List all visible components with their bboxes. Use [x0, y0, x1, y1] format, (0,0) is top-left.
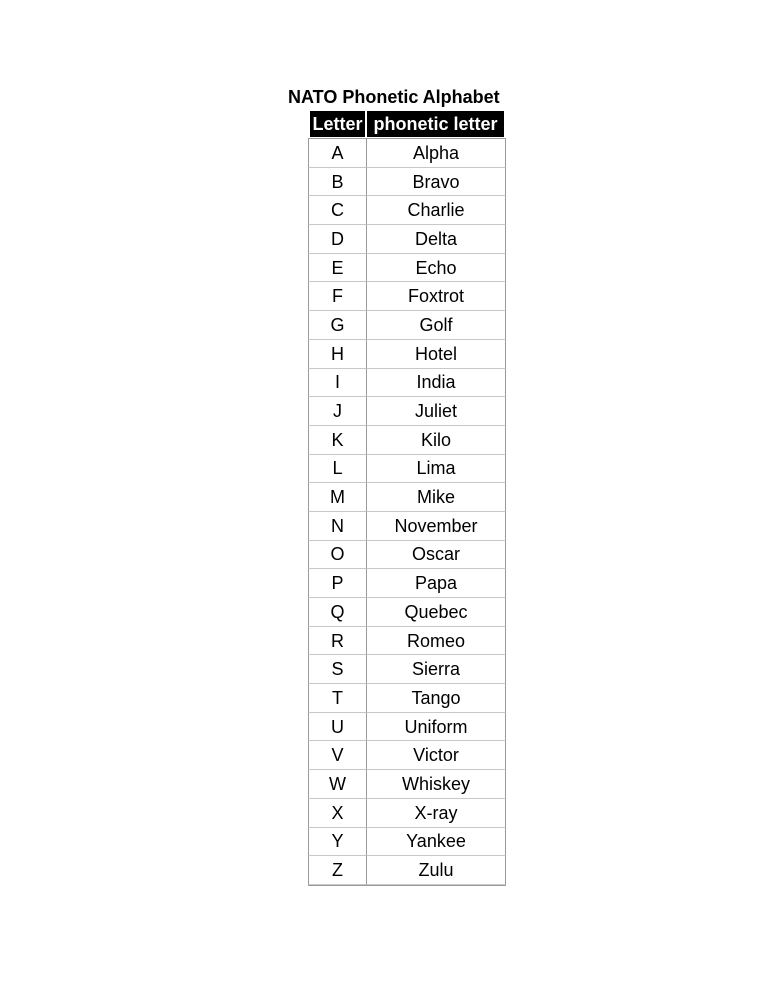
- table-row: [308, 455, 506, 484]
- phonetic-word-cell: X-ray: [367, 799, 506, 828]
- letter-cell: D: [308, 225, 367, 254]
- letter-cell: G: [308, 311, 367, 340]
- table-row: [308, 168, 506, 197]
- letter-cell: H: [308, 340, 367, 369]
- phonetic-word-cell: Foxtrot: [367, 282, 506, 311]
- table-row: [308, 541, 506, 570]
- letter-cell: S: [308, 655, 367, 684]
- table-row: [308, 139, 506, 168]
- phonetic-word-cell: Hotel: [367, 340, 506, 369]
- table-row: [308, 856, 506, 885]
- phonetic-word-cell: Delta: [367, 225, 506, 254]
- letter-cell: K: [308, 426, 367, 455]
- table-row: [308, 254, 506, 283]
- table-row: [308, 483, 506, 512]
- letter-cell: F: [308, 282, 367, 311]
- phonetic-word-cell: November: [367, 512, 506, 541]
- letter-cell: E: [308, 254, 367, 283]
- phonetic-word-cell: Echo: [367, 254, 506, 283]
- letter-cell: Y: [308, 828, 367, 857]
- letter-cell: R: [308, 627, 367, 656]
- table-row: [308, 282, 506, 311]
- letter-cell: V: [308, 741, 367, 770]
- phonetic-word-cell: Juliet: [367, 397, 506, 426]
- letter-cell: X: [308, 799, 367, 828]
- table-row: [308, 655, 506, 684]
- letter-cell: T: [308, 684, 367, 713]
- phonetic-word-cell: Tango: [367, 684, 506, 713]
- letter-cell: O: [308, 541, 367, 570]
- table-row: [308, 369, 506, 398]
- letter-cell: I: [308, 369, 367, 398]
- letter-cell: W: [308, 770, 367, 799]
- table-row: [308, 598, 506, 627]
- letter-cell: U: [308, 713, 367, 742]
- phonetic-word-cell: Mike: [367, 483, 506, 512]
- phonetic-word-cell: Kilo: [367, 426, 506, 455]
- table-body: [308, 138, 506, 886]
- letter-cell: C: [308, 196, 367, 225]
- table-row: [308, 426, 506, 455]
- phonetic-word-cell: Whiskey: [367, 770, 506, 799]
- table-row: [308, 713, 506, 742]
- table-row: [308, 512, 506, 541]
- phonetic-alphabet-table: [308, 110, 506, 886]
- phonetic-word-cell: Alpha: [367, 139, 506, 168]
- table-row: [308, 799, 506, 828]
- letter-cell: L: [308, 455, 367, 484]
- header-letter: Letter: [310, 111, 367, 137]
- phonetic-word-cell: Victor: [367, 741, 506, 770]
- letter-cell: M: [308, 483, 367, 512]
- table-row: [308, 569, 506, 598]
- table-row: [308, 741, 506, 770]
- table-row: [308, 828, 506, 857]
- phonetic-word-cell: Golf: [367, 311, 506, 340]
- table-row: [308, 225, 506, 254]
- table-header-row: [308, 110, 506, 138]
- letter-cell: Q: [308, 598, 367, 627]
- phonetic-word-cell: Bravo: [367, 168, 506, 197]
- letter-cell: P: [308, 569, 367, 598]
- document-title: NATO Phonetic Alphabet: [288, 87, 500, 107]
- table-row: [308, 627, 506, 656]
- table-row: [308, 684, 506, 713]
- letter-cell: Z: [308, 856, 367, 885]
- letter-cell: J: [308, 397, 367, 426]
- table-row: [308, 770, 506, 799]
- letter-cell: N: [308, 512, 367, 541]
- phonetic-word-cell: India: [367, 369, 506, 398]
- phonetic-word-cell: Romeo: [367, 627, 506, 656]
- phonetic-word-cell: Zulu: [367, 856, 506, 885]
- phonetic-word-cell: Papa: [367, 569, 506, 598]
- phonetic-word-cell: Yankee: [367, 828, 506, 857]
- table-row: [308, 397, 506, 426]
- phonetic-word-cell: Quebec: [367, 598, 506, 627]
- phonetic-word-cell: Oscar: [367, 541, 506, 570]
- letter-cell: A: [308, 139, 367, 168]
- phonetic-word-cell: Lima: [367, 455, 506, 484]
- table-row: [308, 311, 506, 340]
- letter-cell: B: [308, 168, 367, 197]
- phonetic-word-cell: Charlie: [367, 196, 506, 225]
- table-row: [308, 340, 506, 369]
- table-row: [308, 196, 506, 225]
- phonetic-word-cell: Uniform: [367, 713, 506, 742]
- phonetic-word-cell: Sierra: [367, 655, 506, 684]
- header-phonetic-letter: phonetic letter: [367, 111, 504, 137]
